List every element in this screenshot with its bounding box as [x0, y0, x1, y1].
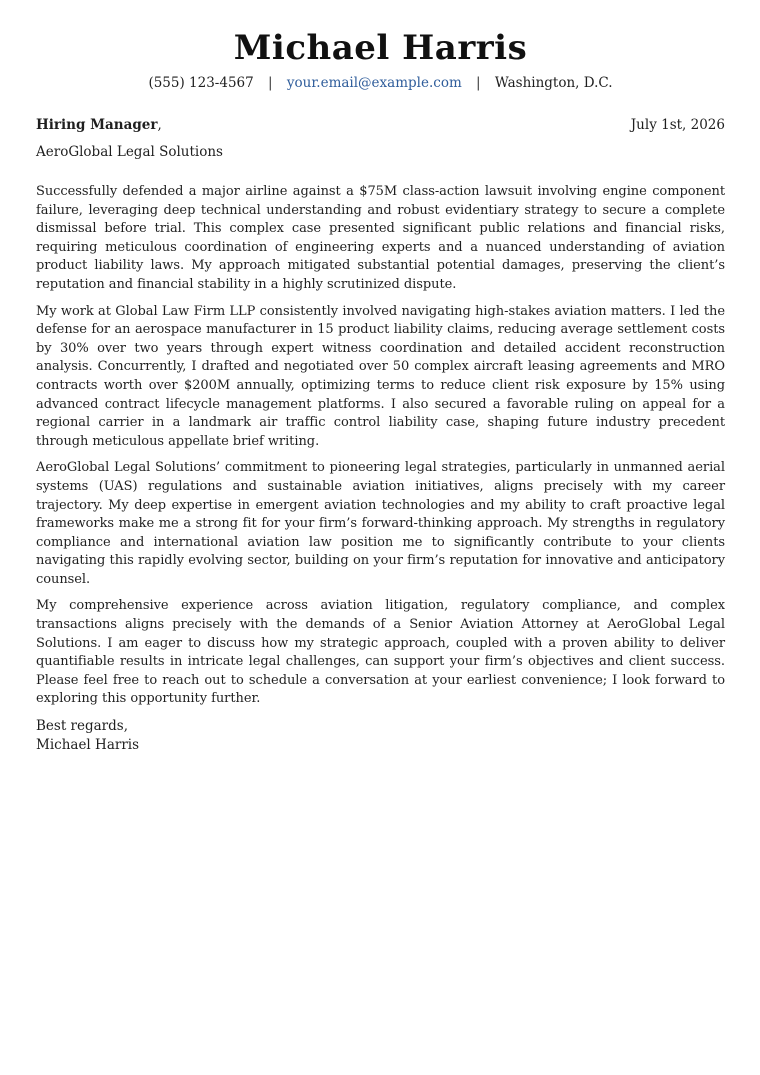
location: Washington, D.C.: [494, 75, 613, 91]
contact-separator: |: [268, 75, 273, 91]
recipient-comma: ,: [157, 117, 162, 133]
contact-separator: |: [476, 75, 481, 91]
recipient-date-row: [36, 116, 725, 134]
recipient-name: Hiring Manager: [36, 117, 158, 133]
body-paragraph: Successfully defended a major airline against a $75M class-action lawsuit involving engine component failure, leveraging deep technical understanding and robust evidentiary strategy to secure a complete dismissal before trial. This complex case presented significant public relations and financial risks, requiring meticulous coordination of engineering experts and a nuanced understanding of aviation product liability laws. My approach mitigated substantial potential damages, preserving the client’s reputation and financial stability in a highly scrutinized dispute.: [36, 184, 725, 292]
cover-letter-page: [36, 28, 725, 754]
applicant-name: Michael Harris: [233, 28, 528, 68]
body-paragraph: My work at Global Law Firm LLP consistently involved navigating high-stakes aviation matters. I led the defense for an aerospace manufacturer in 15 product liability claims, reducing average settlement costs by 30% over two years through expert witness coordination and detailed accident reconstruction analysis. Concurrently, I drafted and negotiated over 50 complex aircraft leasing agreements and MRO contracts worth over $200M annually, optimizing terms to reduce client risk exposure by 15% using advanced contract lifecycle management platforms. I also secured a favorable ruling on appeal for a regional carrier in a landmark air traffic control liability case, shaping future industry precedent through meticulous appellate brief writing.: [36, 303, 725, 449]
company-name: AeroGlobal Legal Solutions: [36, 144, 223, 160]
letter-body: [36, 183, 725, 709]
phone-number: (555) 123-4567: [148, 75, 254, 91]
email-link[interactable]: your.email@example.com: [286, 75, 462, 91]
body-paragraph: My comprehensive experience across aviation litigation, regulatory compliance, and complex transactions aligns precisely with the demands of a Senior Aviation Attorney at AeroGlobal Legal Solutions. I am eager to discuss how my strategic approach, coupled with a proven ability to deliver quantifiable results in intricate legal challenges, can support your firm’s objectives and client success. Please feel free to reach out to schedule a conversation at your earliest convenience; I look forward to exploring this opportunity further.: [36, 598, 725, 707]
closing-salutation: Best regards,: [36, 718, 129, 735]
letter-date: July 1st, 2026: [630, 117, 725, 133]
contact-line: [36, 74, 725, 92]
recipient-line: [36, 116, 162, 134]
body-paragraph: AeroGlobal Legal Solutions’ commitment to pioneering legal strategies, particularly in unmanned aerial systems (UAS) regulations and sustainable aviation initiatives, aligns precisely with my career trajectory. My deep expertise in emergent aviation technologies and my ability to craft proactive legal frameworks make me a strong fit for your firm’s forward-thinking approach. My strengths in regulatory compliance and international aviation law position me to significantly contribute to your clients navigating this rapidly evolving sector, building on your firm’s reputation for innovative and anticipatory counsel.: [36, 460, 725, 587]
signature-name: Michael Harris: [36, 736, 140, 753]
closing-block: [36, 717, 725, 754]
